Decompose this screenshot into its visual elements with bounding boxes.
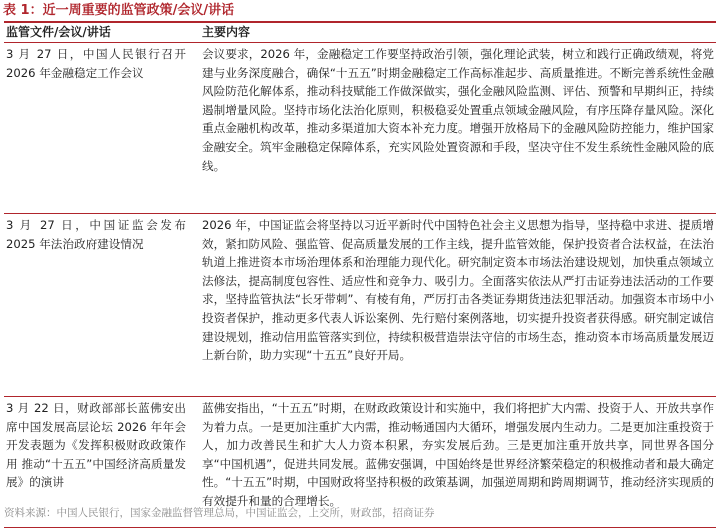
event-cell: 3 月 22 日，财政部部长蓝佛安出席中国发展高层论坛 2026 年年会开发表题为《发挥积极财政政策作用 推动“十五五”中国经济高质量发展》的演讲 <box>6 401 186 490</box>
policy-table <box>4 21 716 528</box>
event-cell: 3 月 27 日，中国证监会发布 2025 年法治政府建设情况 <box>6 218 186 251</box>
header-content: 主要内容 <box>202 25 251 39</box>
table-row <box>4 214 716 397</box>
event-cell: 3 月 27 日，中国人民银行召开 2026 年金融稳定工作会议 <box>6 47 186 80</box>
source-note: 资料来源：中国人民银行，国家金融监督管理总局，中国证监会，上交所，财政部，招商证券 <box>4 507 435 519</box>
content-cell: 蓝佛安指出，“十五五”时期，在财政政策设计和实施中，我们将把扩大内需、投资于人、开放共享作为着力点。一是更加注重扩大内需，推动畅通国内大循环，增强发展内生动力。二是更加注重投资于人，加力改善民生和扩大人力资本积累，夯实发展后劲。三是更加注重开放共享，同世界各国分享“中国机遇”，促进共同发展。蓝佛安强调，中国始终是世界经济繁荣稳定的积极推动者和最大确定性。“十五五”时期，中国财政将坚持积极的政策基调，加强逆周期和跨周期调节，推动经济实现质的有效提升和量的合理增长。 <box>202 401 714 508</box>
page-title: 表 1：近一周重要的监管政策/会议/讲话 <box>3 3 235 18</box>
content-cell: 会议要求，2026 年，金融稳定工作要坚持政治引领，强化理论武装，树立和践行正确政绩观，将党建与业务深度融合，确保“十五五”时期金融稳定工作高标准起步、高质量推进。不断完善系统性金融风险防范化解体系，推动科技赋能工作做深做实，强化金融风险监测、评估、预警和早期纠正，持续遏制增量风险。坚持市场化法治化原则，积极稳妥处置重点领域金融风险，有序压降存量风险。深化重点金融机构改革，推动多渠道加大资本补充力度。增强开放格局下的金融风险防控能力，维护国家金融安全。筑牢金融稳定保障体系，充实风险处置资源和手段，坚决守住不发生系统性金融风险的底线。 <box>202 47 714 173</box>
content-cell: 2026 年，中国证监会将坚持以习近平新时代中国特色社会主义思想为指导，坚持稳中求进、提质增效，紧扣防风险、强监管、促高质量发展的工作主线，提升监管效能，保护投资者合法权益，在法治轨道上推进资本市场治理体系和治理能力现代化。研究制定资本市场法治建设规划，加快重点领域立法修法，提高制度包容性、适应性和竞争力、吸引力。全面落实依法从严打击证券违法活动的工作要求，坚持监管执法“长牙带刺”、有棱有角，严厉打击各类证券期货违法犯罪活动。加强资本市场中小投资者保护，推动更多代表人诉讼案例、先行赔付案例落地，切实提升投资者获得感。研究制定诚信建设规划，推动信用监管落实到位，持续积极营造崇法守信的市场生态，推动资本市场高质量发展迈上新台阶，助力实现“十五五”良好开局。 <box>202 218 714 363</box>
header-event: 监管文件/会议/讲话 <box>6 25 111 39</box>
table-header-row <box>4 21 716 43</box>
table-row <box>4 43 716 214</box>
